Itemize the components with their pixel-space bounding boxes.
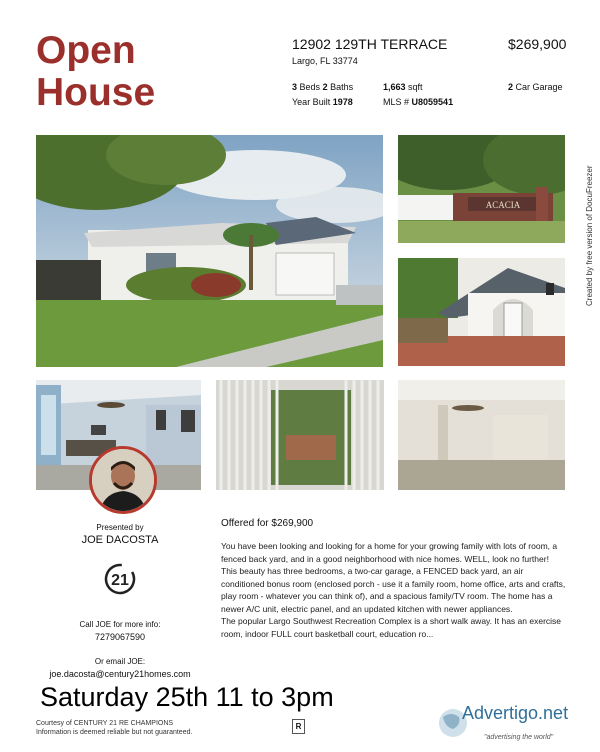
description-paragraph-2: This beauty has three bedrooms, a two-car garage, a FENCED back yard, an air conditioned bonus room (enclosed porch - use it a family room, home office, arts and crafts, play room - whatever you can think of), and a spacious family/TV room. The home has a newer A/C unit, electric panel, and an updated kitchen with newer appliances. [221,566,566,614]
property-city: Largo, FL 33774 [292,56,358,66]
main-exterior-photo [36,135,383,367]
property-address: 12902 129TH TERRACE [292,36,448,52]
title-line-1: Open [36,29,136,72]
realtor-icon: R [292,719,305,734]
agent-name: JOE DACOSTA [81,534,159,546]
century21-number: 21 [111,572,129,589]
description-paragraph-1: You have been looking and looking for a home for your growing family with lots of room, a fenced back yard, and in a good neighborhood with nice homes. WELL, look no further! [221,541,558,564]
acacia-sign-text: ACACIA [485,200,521,210]
offered-price: Offered for $269,900 [221,518,314,529]
garage: 2 Car Garage [508,82,563,92]
property-price: $269,900 [508,36,567,52]
advertigo-name[interactable]: Advertigo.net [462,703,569,723]
email-label: Or email JOE: [94,657,146,666]
beds-baths: 3 Beds 2 Baths [292,82,354,92]
agent-email[interactable]: joe.dacosta@century21homes.com [49,669,191,679]
empty-room-photo [398,380,565,490]
sliding-door-photo [216,380,384,490]
watermark-text: Created by free version of DocuFreezer [585,165,594,306]
courtesy-text [36,719,192,737]
description-paragraph-3: The popular Largo Southwest Recreation Complex is a short walk away. It has an exercise room, indoor FULL court basketball court, education ro... [221,616,562,639]
advertigo-tagline: "advertising the world" [484,734,554,741]
open-house-date: Saturday 25th 11 to 3pm [40,682,334,712]
open-house-title [36,30,155,114]
mls-number: MLS # U8059541 [383,97,454,107]
presented-by-label: Presented by [96,523,144,532]
courtesy-line-1: Courtesy of CENTURY 21 RE CHAMPIONS [36,720,174,727]
century21-logo [103,562,137,596]
entrance-photo [398,258,565,366]
docufreezer-watermark [585,122,599,306]
year-built: Year Built 1978 [292,97,353,107]
sqft: 1,663 sqft [383,82,423,92]
community-sign-photo [398,135,565,243]
agent-phone[interactable]: 7279067590 [94,632,146,642]
listing-description [221,540,568,640]
call-label: Call JOE for more info: [79,620,161,629]
courtesy-line-2: Information is deemed reliable but not guaranteed. [36,729,193,736]
title-line-2: House [36,71,156,114]
agent-photo [89,446,157,514]
